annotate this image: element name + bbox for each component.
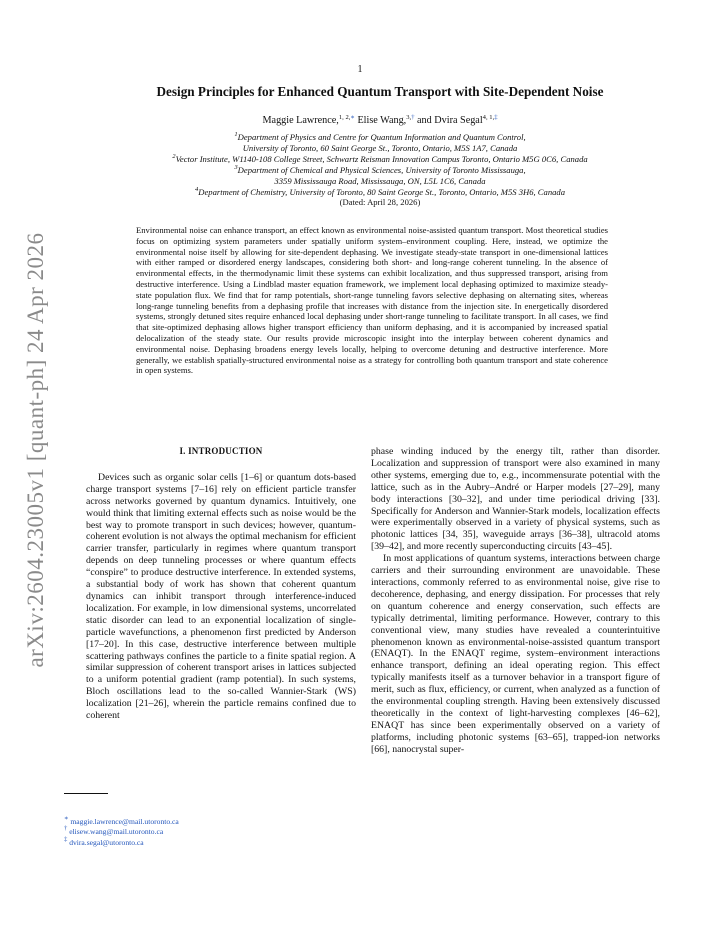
- affiliation-line: [90, 143, 670, 154]
- author-affiliation-marks: 3,: [406, 114, 412, 121]
- arxiv-identifier: arXiv:2604.23005v1 [quant-ph] 24 Apr 2026: [23, 232, 48, 668]
- footnote: [64, 827, 354, 837]
- affiliation-text: Department of Chemistry, University of Toronto, 80 Saint George St., Toronto, Ontario, M5S 3H6, Canada: [198, 186, 566, 197]
- date-line: (Dated: April 28, 2026): [339, 197, 421, 208]
- author-affiliation-marks: 1, 2,: [338, 114, 351, 121]
- author-affiliation-marks: 4, 1,: [482, 114, 495, 121]
- email-footnote-link[interactable]: ‡: [494, 114, 498, 121]
- affiliation-text: 3359 Mississauga Road, Mississauga, ON, L5L 1C6, Canada: [274, 175, 486, 186]
- affiliation-number: 1: [234, 131, 238, 138]
- author-name: and Dvira Segal: [414, 115, 483, 126]
- left-column: [86, 446, 356, 722]
- footnote-mark: ∗: [64, 815, 69, 822]
- footnote: [64, 835, 354, 848]
- footnote-mark: ‡: [64, 835, 68, 843]
- footnote-divider: [64, 793, 108, 794]
- affiliation-line: [90, 165, 670, 176]
- email-footnote-link[interactable]: †: [411, 114, 415, 121]
- right-column: [371, 446, 660, 756]
- affiliation-text: Department of Chemical and Physical Sciences, University of Toronto Mississauga,: [237, 164, 526, 175]
- affiliation-line: [90, 187, 670, 198]
- affiliation-number: 4: [194, 185, 199, 193]
- author-list: [100, 115, 660, 126]
- affiliation-line: [90, 176, 670, 187]
- page-number: 1: [357, 64, 363, 75]
- paper-title: Design Principles for Enhanced Quantum Transport with Site-Dependent Noise: [156, 84, 604, 99]
- email-link[interactable]: dvira.segal@utoronto.ca: [69, 837, 144, 847]
- affiliation-text: University of Toronto, 60 Saint George St., Toronto, Ontario, M5S 1A7, Canada: [242, 142, 518, 153]
- email-footnote-link[interactable]: ∗: [350, 114, 355, 121]
- affiliation-text: Department of Physics and Centre for Quantum Information and Quantum Control,: [237, 132, 526, 142]
- body-paragraph: phase winding induced by the energy tilt, rather than disorder. Localization and suppression of transport were also examined in many other systems, emerging due to, e.g., incommensurate potential with the lattice, such as in the Aubry–André or Harper models [27–29], many body interactions [30–32], and under time periodical driving [33]. Specifically for Anderson and Wannier-Stark models, localization effects were experimentally observed in a variety of physical systems, such as photonic lattices [34, 35], waveguide arrays [36–38], ultracold atoms [39–42], and more recently superconducting circuits [43–45].: [371, 446, 660, 553]
- affiliation-number: 2: [172, 152, 176, 160]
- body-paragraph: Devices such as organic solar cells [1–6] or quantum dots-based charge transport systems [7–16] rely on efficient particle transfer across networks governed by quantum dynamics. Intuitively, one would think that limiting external effects such as noise would be the best way to promote transport in such devices; however, quantum-coherent evolution is not always the optimal mechanism for efficient carrier transfer, particularly in regimes where quantum transport depends on deep tunneling processes or where quantum effects “conspire” to produce destructive interference. In extended systems, a substantial body of work has shown that coherent quantum dynamics can inhibit transport through interference-induced localization. For example, in low dimensional systems, uncorrelated static disorder can lead to an exponential localization of single-particle wavefunctions, a phenomenon first predicted by Anderson [17–20]. In this case, destructive interference between multiple scattering pathways confines the particle to a finite spatial region. A similar suppression of coherent transport arises in lattices subjected to a uniform potential gradient (ramp potential). In such systems, Bloch oscillations lead to the so-called Wannier-Stark (WS) localization [21–26], wherein the particle remains confined due to coherent: [86, 471, 356, 722]
- affiliation-line: [90, 154, 670, 165]
- affiliation-number: 3: [234, 163, 238, 171]
- arxiv-sidebar: [14, 230, 58, 670]
- footnotes: [64, 817, 354, 848]
- email-link[interactable]: elisew.wang@mail.utoronto.ca: [69, 827, 164, 837]
- footnote: [64, 817, 354, 827]
- author-name: Elise Wang,: [354, 115, 407, 126]
- abstract: Environmental noise can enhance transport, an effect known as environmental noise-assisted quantum transport. Most theoretical studies focus on optimizing system parameters under spatially uniform system–environment coupling. Here, instead, we optimize the environmental noise itself by allowing for site-dependent dephasing. We investigate steady-state transport in one-dimensional lattices with either ramped or disordered energy landscapes, considering both short- and long-range coherent tunneling. In the absence of environmental effects, in the thermodynamic limit these systems can exhibit localization, and thus suppressed transport, arising from destructive interference. Using a Lindblad master equation framework, we implement local dephasing optimized to maximize steady-state population flux. We find that for ramp potentials, short-range tunneling favors selective dephasing on alternating sites, whereas long-range tunneling benefits from a dephasing profile that increases with distance from the injection site. In energetically disordered systems, strongly detuned sites require enhanced local dephasing under short-range tunneling to facilitate transport. In all cases, we find that site-optimized dephasing allows higher transport efficiency than uniform dephasing, and it is accompanied by increased spatial delocalization of the steady state. Our results provide microscopic insight into the interplay between coherent dynamics and environmental noise. Dephasing broadens energy levels locally, helping to overcome detuning and destructive interference. More generally, we establish spatially-structured environmental noise as a strategy for controlling both quantum transport and state coherence in open systems.: [136, 225, 608, 376]
- author-name: Maggie Lawrence,: [262, 115, 339, 126]
- footnote-mark: †: [64, 825, 68, 833]
- email-link[interactable]: maggie.lawrence@mail.utoronto.ca: [70, 817, 179, 826]
- affiliations: [90, 132, 670, 208]
- affiliation-text: Vector Institute, W1140-108 College Street, Schwartz Reisman Innovation Campus Toronto, Ontario M5G 0C6, Canada: [175, 153, 588, 164]
- section-heading: I. INTRODUCTION: [179, 446, 263, 456]
- affiliation-line: [90, 132, 670, 143]
- body-paragraph: In most applications of quantum systems, interactions between charge carriers and their surrounding environment are unavoidable. These interactions, commonly referred to as environmental noise, give rise to decoherence, dephasing, and energy dissipation. For processes that rely on quantum coherence and energy conservation, such effects are typically detrimental, limiting performance. However, contrary to this conventional view, many studies have revealed a counterintuitive phenomenon known as environmental-noise-assisted quantum transport (ENAQT). In the ENAQT regime, system–environment interactions enhance transport, defining an ideal operating region. This effect typically manifests itself as a turnover behavior in a transport figure of merit, such as flux, efficiency, or current, when analyzed as a function of the environmental coupling strength. Having been extensively discussed theoretically in the context of light-harvesting complexes [46–62], ENAQT has since been experimentally observed on a variety of platforms, including photonic systems [63–65], trapped-ion networks [66], nanocrystal super-: [371, 553, 660, 755]
